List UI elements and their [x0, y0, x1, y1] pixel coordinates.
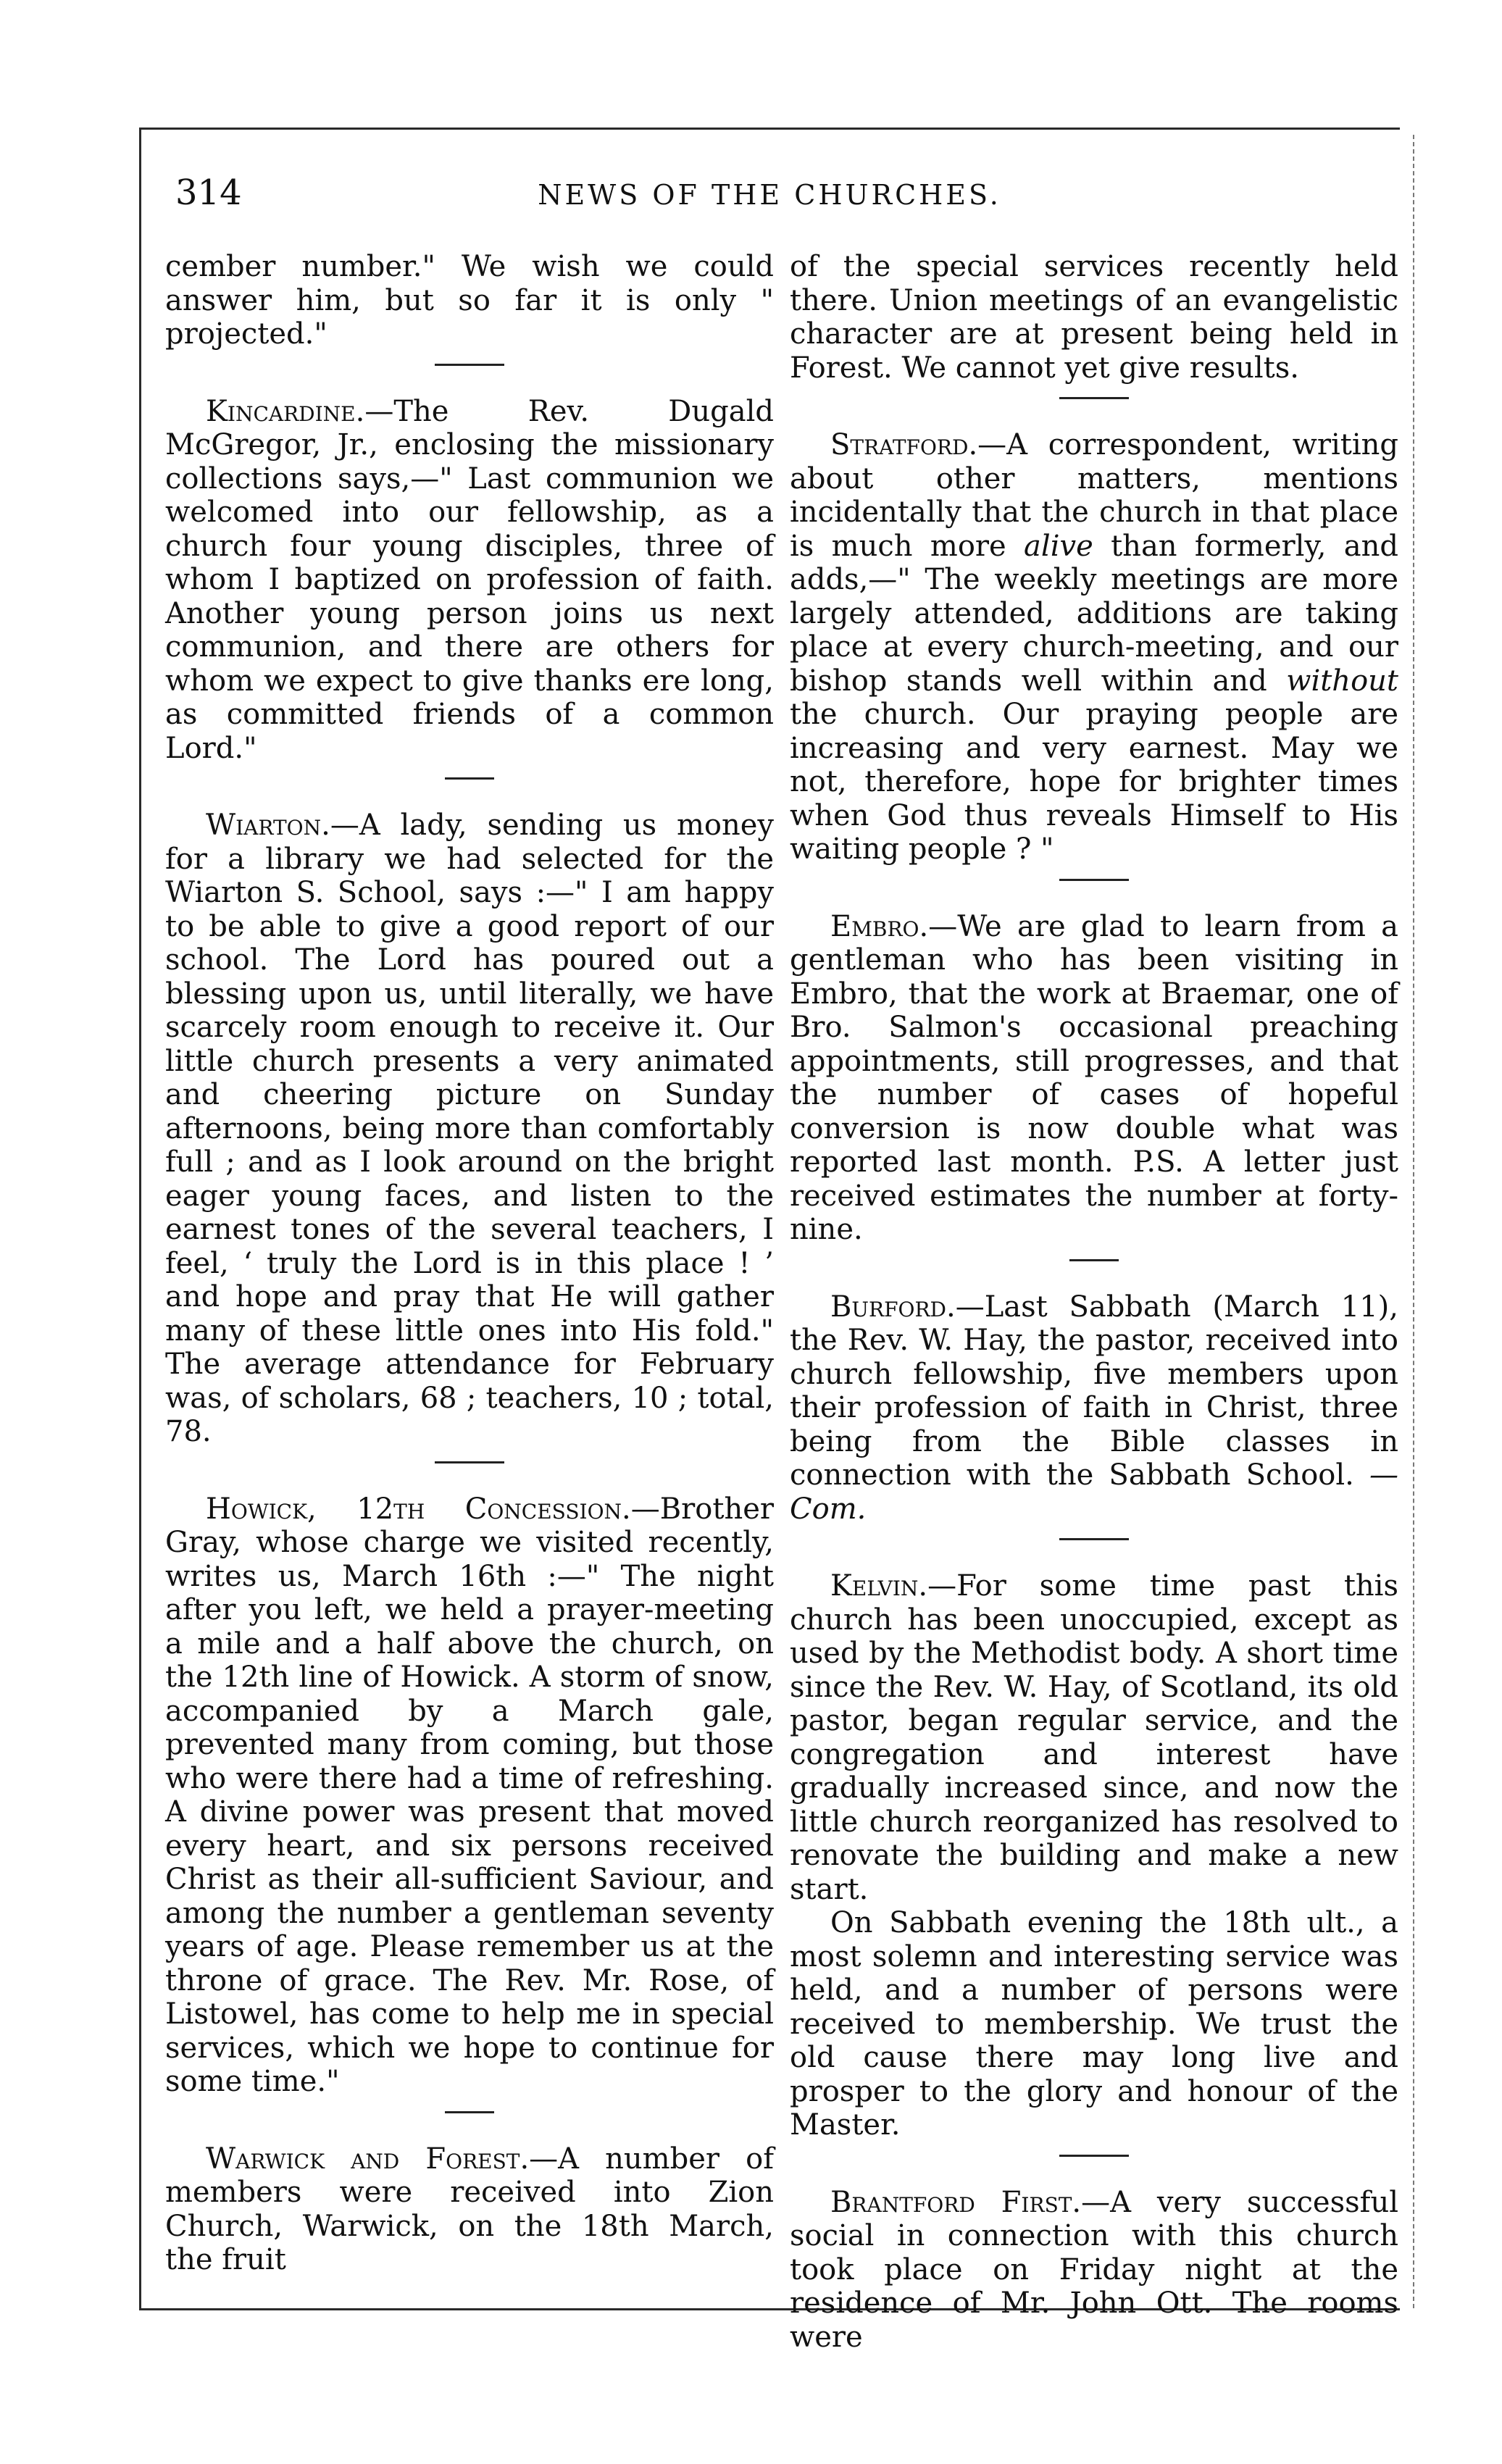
place-name-brantford: Brantford First. [830, 2185, 1082, 2219]
continued-paragraph: cember number." We wish we could answer him, but so far it is only " projected." [165, 250, 774, 351]
left-column [165, 250, 774, 2293]
kelvin-item-continued: On Sabbath evening the 18th ult., a most solemn and interesting service was held, and a number of persons were received to membership. We trust the old cause there may long live and prosper to the glory and honour of the Master. [790, 1906, 1398, 2142]
place-name-warwick: Warwick and Forest. [206, 2142, 530, 2176]
section-divider [435, 364, 504, 366]
embro-text: —We are glad to learn from a gentleman who has been visiting in Embro, that the work at Braemar, one of Bro. Salmon's occasional preaching appointments, still progresses, and that the number of cases of hopeful conversion is now double what was reported last month. P.S. A letter just received estimates the number at forty-nine. [790, 909, 1398, 1246]
running-head: NEWS OF THE CHURCHES. [538, 179, 1001, 211]
section-divider [1059, 397, 1129, 399]
place-name-stratford: Stratford. [830, 428, 978, 462]
place-name-wiarton: Wiarton. [206, 809, 330, 842]
kelvin-item [790, 1569, 1398, 1906]
stratford-text-2: than formerly, and adds,—" The weekly meetings are more largely attended, additions are taking place at every church-meeting, and our bishop stands well within and [790, 529, 1398, 698]
burford-text: —Last Sabbath (March 11), the Rev. W. Hay, the pastor, received into church fellowship, five members upon their profession of faith in Christ, three being from the Bible classes in connection with the Sabbath School. [790, 1290, 1398, 1492]
section-divider [445, 2111, 494, 2113]
right-margin-rule [1413, 135, 1414, 2308]
embro-item [790, 910, 1398, 1247]
wiarton-text: —A lady, sending us money for a library we had selected for the Wiarton S. School, says :—" I am happy to be able to give a good report of our school. The Lord has poured out a blessing upon us, until literally, we have scarcely room enough to receive it. Our little church presents a very animated and cheering picture on Sunday afternoons, being more than comfortably full ; and as I look around on the bright eager young faces, and listen to the earnest tones of the several teachers, I feel, ‘ truly the Lord is in this place ! ’ and hope and pray that He will gather many of these little ones into His fold." The average attendance for February was, of scholars, 68 ; teachers, 10 ; total, 78. [165, 809, 774, 1448]
page-header [139, 171, 1400, 222]
place-name-burford: Burford. [830, 1290, 956, 1324]
place-name-howick: Howick, 12th Concession. [206, 1492, 631, 1526]
left-rule [139, 128, 141, 2308]
wiarton-item [165, 809, 774, 1449]
brantford-text: —A very successful social in connection with this church took place on Friday night at the residence of Mr. John Ott. The rooms were [790, 2185, 1398, 2354]
burford-signature: —Com. [790, 1458, 1398, 1526]
top-rule [139, 128, 1400, 130]
stratford-emphasis-alive: alive [1024, 529, 1093, 563]
section-divider [1059, 2155, 1129, 2157]
howick-text: —Brother Gray, whose charge we visited recently, writes us, March 16th :—" The night after you left, we held a prayer-meeting a mile and a half above the church, on the 12th line of Howick. A storm of snow, accompanied by a March gale, prevented many from coming, but those who were there had a time of refreshing. A divine power was present that moved every heart, and six persons received Christ as their all-sufficient Saviour, and among the number a gentleman seventy years of age. Please remember us at the throne of grace. The Rev. Mr. Rose, of Listowel, has come to help me in special services, which we hope to continue for some time." [165, 1492, 774, 2098]
section-divider [435, 1461, 504, 1463]
stratford-text-1: —A correspondent, writing about other matters, mentions incidentally that the church in that place is much more [790, 428, 1398, 563]
place-name-embro: Embro. [830, 909, 929, 943]
place-name-kelvin: Kelvin. [830, 1569, 928, 1603]
brantford-item [790, 2186, 1398, 2355]
warwick-text: —A number of members were received into Zion Church, Warwick, on the 18th March, the fruit [165, 2142, 774, 2276]
section-divider [1069, 1259, 1119, 1261]
stratford-text-3: the church. Our praying people are increasing and very earnest. May we not, therefore, hope for brighter times when God thus reveals Himself to His waiting people ? " [790, 698, 1398, 866]
stratford-emphasis-without: without [1286, 664, 1398, 698]
page-number: 314 [175, 172, 242, 213]
kincardine-item [165, 395, 774, 766]
right-column [790, 250, 1398, 2354]
warwick-item [165, 2142, 774, 2277]
stratford-item [790, 428, 1398, 866]
warwick-continued-paragraph: of the special services recently held there. Union meetings of an evangelistic character are at present being held in Forest. We cannot yet give results. [790, 250, 1398, 385]
burford-item [790, 1290, 1398, 1527]
place-name-kincardine: Kincardine. [206, 394, 365, 428]
section-divider [1059, 879, 1129, 881]
section-divider [445, 777, 494, 780]
kelvin-text: —For some time past this church has been unoccupied, except as used by the Methodist body. A short time since the Rev. W. Hay, of Scotland, its old pastor, began regular service, and the congregation and interest have gradually increased since, and now the little church reorganized has resolved to renovate the building and make a new start. [790, 1569, 1398, 1906]
kincardine-text: —The Rev. Dugald McGregor, Jr., enclosing the missionary collections says,—" Last communion we welcomed into our fellowship, as a church four young disciples, three of whom I baptized on profession of faith. Another young person joins us next communion, and there are others for whom we expect to give thanks ere long, as committed friends of a common Lord." [165, 394, 774, 765]
howick-item [165, 1492, 774, 2099]
section-divider [1059, 1538, 1129, 1540]
